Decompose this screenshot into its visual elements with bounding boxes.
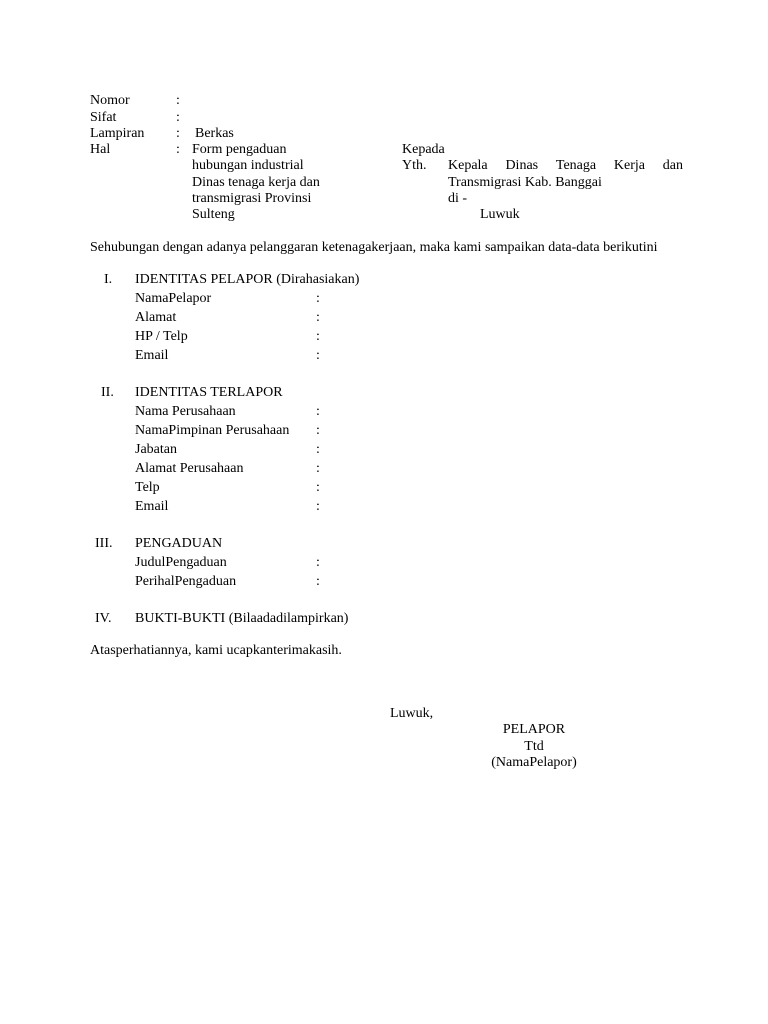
nomor-label: Nomor	[90, 93, 130, 108]
hal-value-line: Sulteng	[192, 207, 235, 222]
recipient-line-3: di -	[448, 191, 468, 206]
recipient-word: Dinas	[505, 158, 539, 173]
section-numeral: I.	[104, 272, 113, 287]
section-numeral: II.	[101, 385, 114, 400]
lampiran-value: Berkas	[195, 126, 234, 141]
recipient-line-2: Transmigrasi Kab. Banggai	[448, 175, 602, 190]
field-colon: :	[316, 291, 320, 306]
hal-label: Hal	[90, 142, 111, 157]
recipient-line-4: Luwuk	[480, 207, 520, 222]
field-colon: :	[316, 499, 320, 514]
recipient-word: Kerja	[613, 158, 645, 173]
field-colon: :	[316, 310, 320, 325]
sifat-colon: :	[176, 110, 180, 125]
nomor-colon: :	[176, 93, 180, 108]
field-label: Nama Perusahaan	[135, 404, 236, 419]
section-numeral: III.	[95, 536, 113, 551]
field-colon: :	[316, 461, 320, 476]
field-label: Jabatan	[135, 442, 177, 457]
section-title: BUKTI-BUKTI (Bilaadadilampirkan)	[135, 611, 349, 626]
field-label: NamaPelapor	[135, 291, 212, 306]
section-title: IDENTITAS TERLAPOR	[135, 385, 283, 400]
recipient-word: Kepala	[448, 158, 488, 173]
lampiran-label: Lampiran	[90, 126, 145, 141]
signature-role: PELAPOR	[502, 722, 566, 737]
hal-value-line: hubungan industrial	[192, 158, 304, 173]
recipient-word: dan	[662, 158, 683, 173]
yth-label: Yth.	[402, 158, 427, 173]
recipient-word: Tenaga	[555, 158, 597, 173]
field-label: Alamat	[135, 310, 177, 325]
field-colon: :	[316, 423, 320, 438]
field-colon: :	[316, 480, 320, 495]
field-label: NamaPimpinan Perusahaan	[135, 423, 290, 438]
field-colon: :	[316, 329, 320, 344]
hal-value-line: transmigrasi Provinsi	[192, 191, 312, 206]
field-colon: :	[316, 404, 320, 419]
field-colon: :	[316, 442, 320, 457]
lampiran-colon: :	[176, 126, 180, 141]
signature-name: (NamaPelapor)	[491, 755, 577, 770]
field-label: HP / Telp	[135, 329, 188, 344]
field-label: Email	[135, 499, 169, 514]
signature-ttd: Ttd	[524, 739, 544, 754]
field-label: Telp	[135, 480, 160, 495]
field-label: PerihalPengaduan	[135, 574, 237, 589]
section-title: IDENTITAS PELAPOR (Dirahasiakan)	[135, 272, 360, 287]
field-label: JudulPengaduan	[135, 555, 227, 570]
field-colon: :	[316, 574, 320, 589]
hal-value-line: Form pengaduan	[192, 142, 287, 157]
closing-text: Atasperhatiannya, kami ucapkanterimakasih.	[90, 643, 342, 658]
section-title: PENGADUAN	[135, 536, 223, 551]
recipient-line-1	[448, 158, 683, 174]
signature-place: Luwuk,	[390, 706, 434, 721]
section-numeral: IV.	[95, 611, 112, 626]
intro-paragraph: Sehubungan dengan adanya pelanggaran ketenagakerjaan, maka kami sampaikan data-data berikutini	[90, 240, 658, 255]
field-label: Alamat Perusahaan	[135, 461, 244, 476]
sifat-label: Sifat	[90, 110, 117, 125]
field-colon: :	[316, 555, 320, 570]
kepada-label: Kepada	[402, 142, 445, 157]
field-label: Email	[135, 348, 169, 363]
field-colon: :	[316, 348, 320, 363]
hal-colon: :	[176, 142, 180, 157]
hal-value-line: Dinas tenaga kerja dan	[192, 175, 320, 190]
